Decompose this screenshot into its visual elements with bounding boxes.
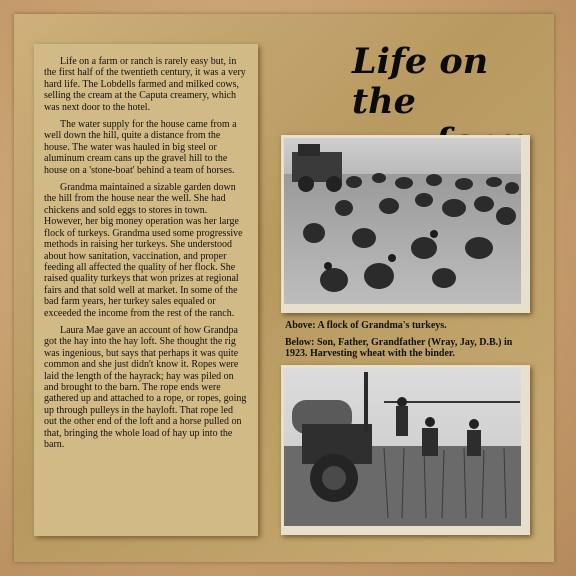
harvest-binder-photo xyxy=(281,365,530,535)
story-paragraph-1: Life on a farm or ranch is rarely easy but, in the first half of the twentieth century, it was a very hard life. The Lobdells farmed and milked cows, selling the cream at the Caputa creamery, which was next door to the hotel. xyxy=(44,56,246,113)
story-paragraph-2: The water supply for the house came from a well down the hill, quite a distance from the house. The water was hauled in big steel or aluminum cream cans up the gravel hill to the house on a 'stone-boat' behind a team of horses. xyxy=(44,119,237,176)
turkey-flock-photo xyxy=(281,135,530,313)
page-title-line1: Life on the xyxy=(352,41,489,122)
story-text-panel xyxy=(34,44,258,536)
story-paragraph-3: Grandma maintained a sizable garden down the hill from the house near the well. She had chickens and sold eggs to stores in town. However, her big money operation was her large flock of turkeys. Grandma used some progressive methods in raising her turkeys. She understood about how sanitation, vaccination, and proper feeding all affected the quality of her flock. She raised quality turkeys that won prizes at regional fairs and that sold well at market. In some of the bad farm years, her turkey sales equaled or exceeded the income from the rest of the ranch. xyxy=(44,182,243,319)
harvest-binder-image xyxy=(284,368,521,526)
story-paragraph-4: Laura Mae gave an account of how Grandpa got the hay into the hay loft. She thought the rig was ingenious, but says that perhaps it was quite common and she just didn't know it. Ropes were laid the length of the hayrack; hay was piled on and brought to the barn. The rope ends were gathered up and attached to a rope, or ropes, going up through pulleys in the hayloft. That rope led out the other end of the loft and a horse pulled on that, bringing the whole load of hay up into the barn. xyxy=(44,324,247,450)
caption-below: Below: Son, Father, Grandfather (Wray, Jay, D.B.) in 1923. Harvesting wheat with the binder. xyxy=(285,337,513,360)
caption-above: Above: A flock of Grandma's turkeys. xyxy=(285,320,447,331)
turkey-flock-image xyxy=(284,138,521,304)
